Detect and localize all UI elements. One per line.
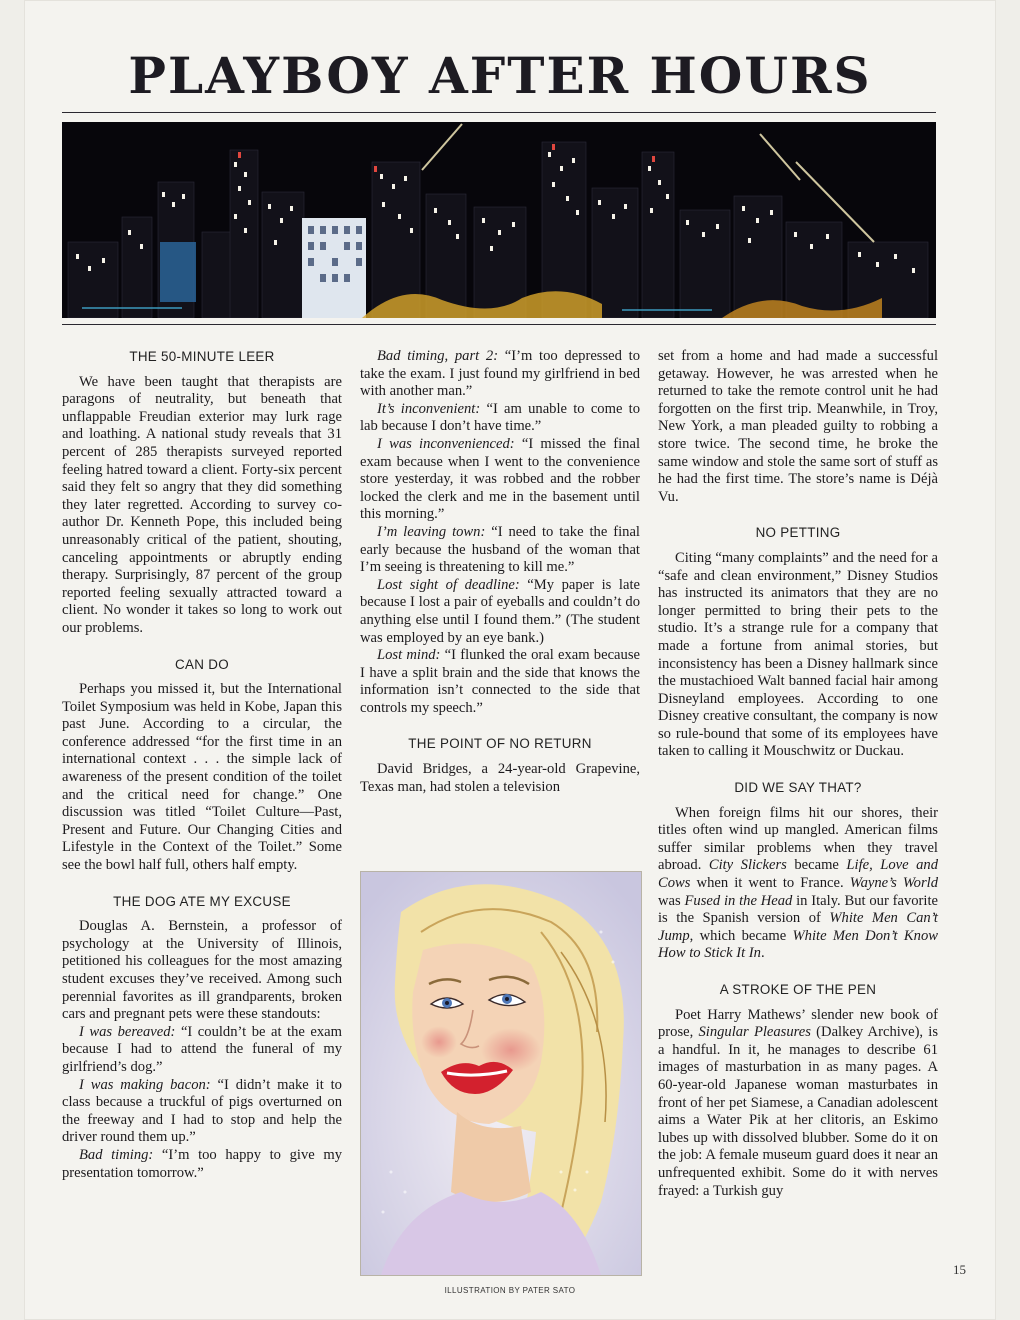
film-title: City Slickers bbox=[708, 857, 787, 874]
heading-no-petting: NO PETTING bbox=[755, 525, 841, 541]
excuse-inconvenient bbox=[360, 401, 640, 436]
film-title: White Men Can’t Jump bbox=[658, 910, 938, 944]
excuse-text: “I’m too happy to give my presentation tomorrow.” bbox=[62, 1146, 342, 1181]
stroke-of-pen-paragraph bbox=[658, 1007, 938, 1201]
excuse-text: “I need to take the final early because the husband of the woman that I’m seeing is threatening to kill me.” bbox=[360, 523, 640, 576]
excuse-leaving-town bbox=[360, 524, 640, 577]
did-we-say-paragraph bbox=[658, 805, 938, 963]
excuse-text: “I flunked the oral exam because I have a split brain and the side that knows the information isn’t connected to the side that controls my speech.” bbox=[360, 647, 640, 716]
text-run: (Dalkey Archive), is a handful. In it, he manages to describe 61 images of masturbation in as many pages. A 60-year-old Japanese woman masturbates in front of her pet Siamese, a Canadian adolescent aims a Water Pik at her clitoris, an Eskimo lubes up with dissolved blubber. Some do it on the job: A female museum guard does it near an unfrequented exhibit. Some do it with nerves frayed: a Turkish guy bbox=[658, 1024, 939, 1199]
excuse-text: “My paper is late because I lost a pair of eyeballs and couldn’t do anything else until I found them.” (The student was employed by an eye bank.) bbox=[360, 576, 640, 646]
masthead-rule-top bbox=[62, 112, 936, 113]
heading-can-do: CAN DO bbox=[175, 656, 229, 672]
book-title: Singular Pleasures bbox=[698, 1024, 811, 1041]
heading-did-we-say-that: DID WE SAY THAT? bbox=[734, 780, 862, 796]
city-skyline-night-illustration bbox=[62, 122, 936, 318]
film-title: White Men Don’t Know How to Stick It In bbox=[658, 927, 938, 962]
no-return-paragraph: David Bridges, a 24-year-old Grapevine, Texas man, had stolen a television bbox=[360, 761, 640, 795]
no-return-continued: set from a home and had made a successful getaway. However, he was arrested when he returned to take the remote control unit he had forgotten on the first trip. Meanwhile, in Troy, New York, a man pleaded guilty to robbing a store twice. The second time, he broke the same window and stole the same sort of stuff as he had the first time. The store’s name is Déjà Vu. bbox=[658, 348, 938, 505]
illustration-credit: ILLUSTRATION BY PATER SATO bbox=[444, 1286, 576, 1295]
excuse-text: “I am unable to come to lab because I don’t have time.” bbox=[360, 400, 641, 435]
heading-50-minute-leer: THE 50-MINUTE LEER bbox=[129, 349, 275, 364]
blonde-woman-portrait-illustration bbox=[360, 871, 642, 1276]
no-petting-paragraph: Citing “many complaints” and the need for a “safe and clean environment,” Disney Studios has instructed its animators that they are no longer permitted to bring their pets to the studio. It’s a strange rule for a company that made a fortune from animal stories, but inconsistency has been a Disney hallmark since the mustachioed Walt banned facial hair among Disneyland employees. According to one Disney creative consultant, the company is now so rule-bound that some of its employees have taken to calling it Mouschwitz or Duckau. bbox=[658, 549, 938, 760]
excuse-inconvenienced bbox=[360, 436, 640, 524]
column-3 bbox=[658, 348, 938, 1200]
excuse-label: Lost sight of deadline: bbox=[377, 576, 520, 593]
excuse-label: It’s inconvenient: bbox=[377, 400, 481, 417]
excuse-label: I was bereaved: bbox=[79, 1023, 176, 1040]
text-run: became bbox=[786, 857, 847, 874]
excuse-bad-timing bbox=[62, 1147, 342, 1182]
can-do-paragraph: Perhaps you missed it, but the International Toilet Symposium was held in Kobe, Japan this past June. According to a circular, the conference addressed “for the first time in an international context . . . the simple lack of awareness of the present condition of the toilet and the critical need for change.” One discussion was titled “Toilet Culture—Past, Present and Future. Our Changing Cities and Lifestyle in the Context of the Toilet.” Some see the bowl half full, others half empty. bbox=[62, 681, 342, 874]
column-2 bbox=[360, 348, 640, 796]
text-run: was bbox=[658, 892, 685, 909]
text-run: . bbox=[760, 945, 765, 962]
excuse-deadline bbox=[360, 577, 640, 647]
banner-rule-bottom bbox=[62, 324, 936, 325]
heading-stroke-of-the-pen: A STROKE OF THE PEN bbox=[719, 982, 877, 997]
excuse-bereaved bbox=[62, 1024, 342, 1077]
excuse-bad-timing-2 bbox=[360, 348, 640, 401]
text-run: , which became bbox=[689, 927, 793, 944]
excuse-text: “I couldn’t be at the exam because I had to attend the funeral of my girlfriend’s dog.” bbox=[62, 1023, 342, 1075]
excuse-label: I was making bacon: bbox=[79, 1076, 211, 1093]
film-title: Life, Love and Cows bbox=[658, 857, 938, 892]
leer-paragraph: We have been taught that therapists are paragons of neutrality, but beneath that unflappable Freudian exterior may lurk rage and loathing. A national study reveals that 31 percent of 285 therapists surveyed reported feeling hatred toward a client. Forty-six percent said they felt so angry that they did something they later regretted. According to survey co-author Dr. Kenneth Pope, this included being unreasonably critical of the patient, shouting, canceling appointments or abruptly ending therapy. Surprisingly, 87 percent of the group reported feeling sexually attracted toward a client. No wonder it takes so long to work out our problems. bbox=[62, 373, 342, 636]
excuse-label: Bad timing, part 2: bbox=[377, 348, 499, 364]
excuse-text: “I missed the final exam because when I went to the convenience store yesterday, it was robbed and the robber locked the clerk and me in the basement until this morning.” bbox=[360, 435, 640, 523]
excuse-label: I’m leaving town: bbox=[377, 523, 486, 540]
heading-dog-ate-excuse: THE DOG ATE MY EXCUSE bbox=[113, 893, 291, 909]
page-number: 15 bbox=[953, 1262, 966, 1277]
film-title: Wayne’s World bbox=[849, 875, 938, 892]
excuse-text: “I didn’t make it to class because a truckful of pigs overturned on the freeway and I had to stop and help the driver round them up.” bbox=[62, 1076, 342, 1146]
excuse-making-bacon bbox=[62, 1077, 342, 1147]
text-run: in Italy. But our favorite is the Spanish version of bbox=[658, 892, 938, 927]
text-run: when it went to France. bbox=[690, 875, 850, 892]
excuse-label: I was inconvenienced: bbox=[377, 435, 515, 452]
film-title: Fused in the Head bbox=[684, 892, 793, 909]
text-run: Poet Harry Mathews’ slender new book of prose, bbox=[658, 1006, 938, 1041]
excuse-label: Bad timing: bbox=[79, 1146, 154, 1163]
excuse-lost-mind bbox=[360, 647, 640, 717]
skyline-svg bbox=[62, 122, 936, 318]
excuse-label: Lost mind: bbox=[377, 647, 441, 664]
portrait-svg bbox=[361, 872, 641, 1275]
dog-intro-paragraph: Douglas A. Bernstein, a professor of psychology at the University of Illinois, petitioned his colleagues for the most amazing student excuses they’ve received. Among such perennial favorites as ill grandparents, broken cars and pregnant pets were these standouts: bbox=[62, 918, 342, 1023]
masthead-title: PLAYBOY AFTER HOURS bbox=[128, 46, 872, 105]
text-run: When foreign films hit our shores, their titles often wind up mangled. American films suffer similar problems when they travel abroad. bbox=[658, 804, 938, 874]
column-1 bbox=[62, 348, 342, 1182]
heading-point-of-no-return: THE POINT OF NO RETURN bbox=[408, 736, 592, 752]
excuse-text: “I’m too depressed to take the exam. I just found my girlfriend in bed with another man.” bbox=[360, 348, 641, 400]
